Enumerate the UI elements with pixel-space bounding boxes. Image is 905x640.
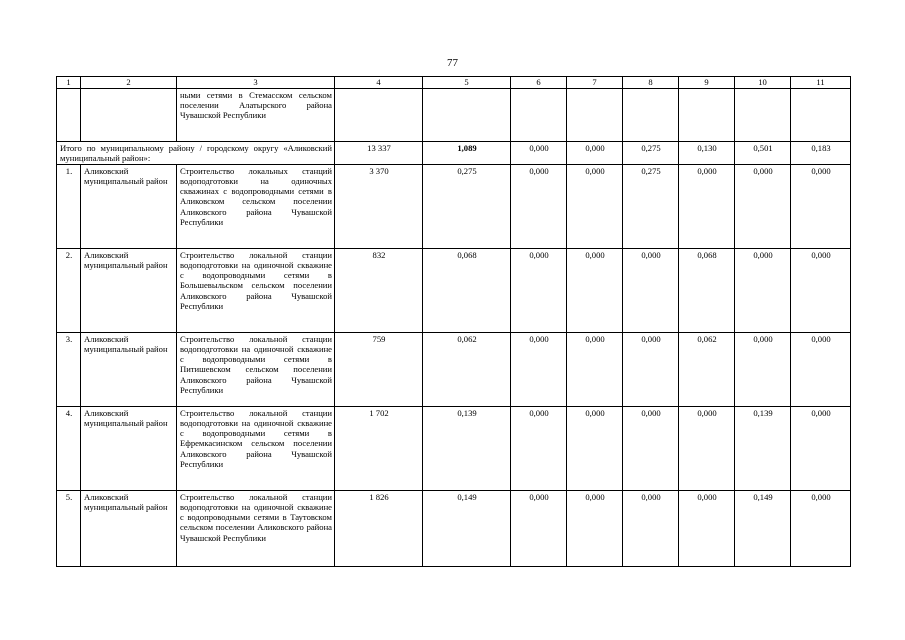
table-body bbox=[57, 77, 851, 567]
table-cell bbox=[679, 89, 735, 142]
total-label: Итого по муниципальному району / городскому округу «Аликовский муниципальный район»: bbox=[57, 142, 335, 165]
value-cell: 759 bbox=[335, 333, 423, 407]
column-number: 7 bbox=[567, 77, 623, 89]
value-cell: 1 826 bbox=[335, 491, 423, 567]
value-cell: 0,275 bbox=[423, 165, 511, 249]
project-description: Строительство локальных станций водоподготовки на одиночных скважинах с водопроводными сетями в Аликовском сельском поселении Аликовского района Чувашской Республики bbox=[177, 165, 335, 249]
column-number: 11 bbox=[791, 77, 851, 89]
column-number: 2 bbox=[81, 77, 177, 89]
column-number-row bbox=[57, 77, 851, 89]
value-cell: 0,000 bbox=[567, 491, 623, 567]
total-value: 13 337 bbox=[335, 142, 423, 165]
value-cell: 3 370 bbox=[335, 165, 423, 249]
table-row bbox=[57, 249, 851, 333]
table-row bbox=[57, 333, 851, 407]
row-number: 2. bbox=[57, 249, 81, 333]
project-description: Строительство локальной станции водоподготовки на одиночной скважине с водопроводными сетями в Ефремкасинском сельском поселении Аликовского района Чувашской Республики bbox=[177, 407, 335, 491]
value-cell: 0,000 bbox=[735, 165, 791, 249]
value-cell: 0,000 bbox=[623, 491, 679, 567]
value-cell: 0,000 bbox=[511, 165, 567, 249]
row-number: 1. bbox=[57, 165, 81, 249]
value-cell: 0,000 bbox=[791, 491, 851, 567]
value-cell: 0,062 bbox=[423, 333, 511, 407]
total-value: 0,275 bbox=[623, 142, 679, 165]
district-name: Аликовский муниципальный район bbox=[81, 333, 177, 407]
total-value: 0,000 bbox=[511, 142, 567, 165]
column-number: 6 bbox=[511, 77, 567, 89]
row-number: 4. bbox=[57, 407, 81, 491]
value-cell: 0,139 bbox=[423, 407, 511, 491]
project-description: Строительство локальной станции водоподготовки на одиночной скважине с водопроводными сетями в Питишевском сельском поселении Аликовского района Чувашской Республики bbox=[177, 333, 335, 407]
value-cell: 0,068 bbox=[679, 249, 735, 333]
district-name: Аликовский муниципальный район bbox=[81, 407, 177, 491]
project-description: Строительство локальной станции водоподготовки на одиночной скважине с водопроводными сетями в Большевыльском сельском поселении Аликовского района Чувашской Республики bbox=[177, 249, 335, 333]
value-cell: 0,000 bbox=[567, 407, 623, 491]
value-cell: 0,000 bbox=[567, 333, 623, 407]
value-cell: 0,000 bbox=[567, 249, 623, 333]
value-cell: 0,068 bbox=[423, 249, 511, 333]
value-cell: 0,139 bbox=[735, 407, 791, 491]
value-cell: 0,275 bbox=[623, 165, 679, 249]
row-number: 5. bbox=[57, 491, 81, 567]
value-cell: 1 702 bbox=[335, 407, 423, 491]
value-cell: 0,000 bbox=[679, 491, 735, 567]
value-cell: 0,000 bbox=[735, 249, 791, 333]
value-cell: 0,000 bbox=[623, 333, 679, 407]
value-cell: 0,000 bbox=[623, 249, 679, 333]
value-cell: 0,000 bbox=[791, 407, 851, 491]
value-cell: 0,000 bbox=[679, 165, 735, 249]
total-value: 0,000 bbox=[567, 142, 623, 165]
total-value: 0,501 bbox=[735, 142, 791, 165]
continuation-row bbox=[57, 89, 851, 142]
program-table bbox=[56, 76, 851, 567]
value-cell: 0,000 bbox=[679, 407, 735, 491]
column-number: 10 bbox=[735, 77, 791, 89]
table-cell bbox=[57, 89, 81, 142]
value-cell: 0,062 bbox=[679, 333, 735, 407]
column-number: 5 bbox=[423, 77, 511, 89]
district-name: Аликовский муниципальный район bbox=[81, 165, 177, 249]
project-description: Строительство локальной станции водоподготовки на одиночной скважине с водопроводными сетями в Таутовском сельском поселении Аликовского района Чувашской Республики bbox=[177, 491, 335, 567]
value-cell: 0,000 bbox=[511, 407, 567, 491]
column-number: 4 bbox=[335, 77, 423, 89]
table-cell bbox=[335, 89, 423, 142]
total-value: 0,130 bbox=[679, 142, 735, 165]
column-number: 3 bbox=[177, 77, 335, 89]
table-cell bbox=[423, 89, 511, 142]
table-row bbox=[57, 407, 851, 491]
table-cell bbox=[511, 89, 567, 142]
table-cell bbox=[791, 89, 851, 142]
value-cell: 0,149 bbox=[423, 491, 511, 567]
value-cell: 0,000 bbox=[567, 165, 623, 249]
value-cell: 0,149 bbox=[735, 491, 791, 567]
table-cell bbox=[735, 89, 791, 142]
district-name: Аликовский муниципальный район bbox=[81, 491, 177, 567]
project-description: ными сетями в Стемасском сельском поселении Алатырского района Чувашской Республики bbox=[177, 89, 335, 142]
table-row bbox=[57, 165, 851, 249]
table-row bbox=[57, 491, 851, 567]
page-number: 77 bbox=[447, 57, 458, 69]
value-cell: 832 bbox=[335, 249, 423, 333]
value-cell: 0,000 bbox=[623, 407, 679, 491]
value-cell: 0,000 bbox=[791, 165, 851, 249]
column-number: 9 bbox=[679, 77, 735, 89]
value-cell: 0,000 bbox=[791, 333, 851, 407]
value-cell: 0,000 bbox=[511, 491, 567, 567]
value-cell: 0,000 bbox=[791, 249, 851, 333]
table-cell bbox=[567, 89, 623, 142]
total-value: 0,183 bbox=[791, 142, 851, 165]
value-cell: 0,000 bbox=[511, 333, 567, 407]
total-value: 1,089 bbox=[423, 142, 511, 165]
table-cell bbox=[623, 89, 679, 142]
value-cell: 0,000 bbox=[511, 249, 567, 333]
district-name: Аликовский муниципальный район bbox=[81, 249, 177, 333]
column-number: 8 bbox=[623, 77, 679, 89]
value-cell: 0,000 bbox=[735, 333, 791, 407]
column-number: 1 bbox=[57, 77, 81, 89]
table-cell bbox=[81, 89, 177, 142]
total-row bbox=[57, 142, 851, 165]
row-number: 3. bbox=[57, 333, 81, 407]
